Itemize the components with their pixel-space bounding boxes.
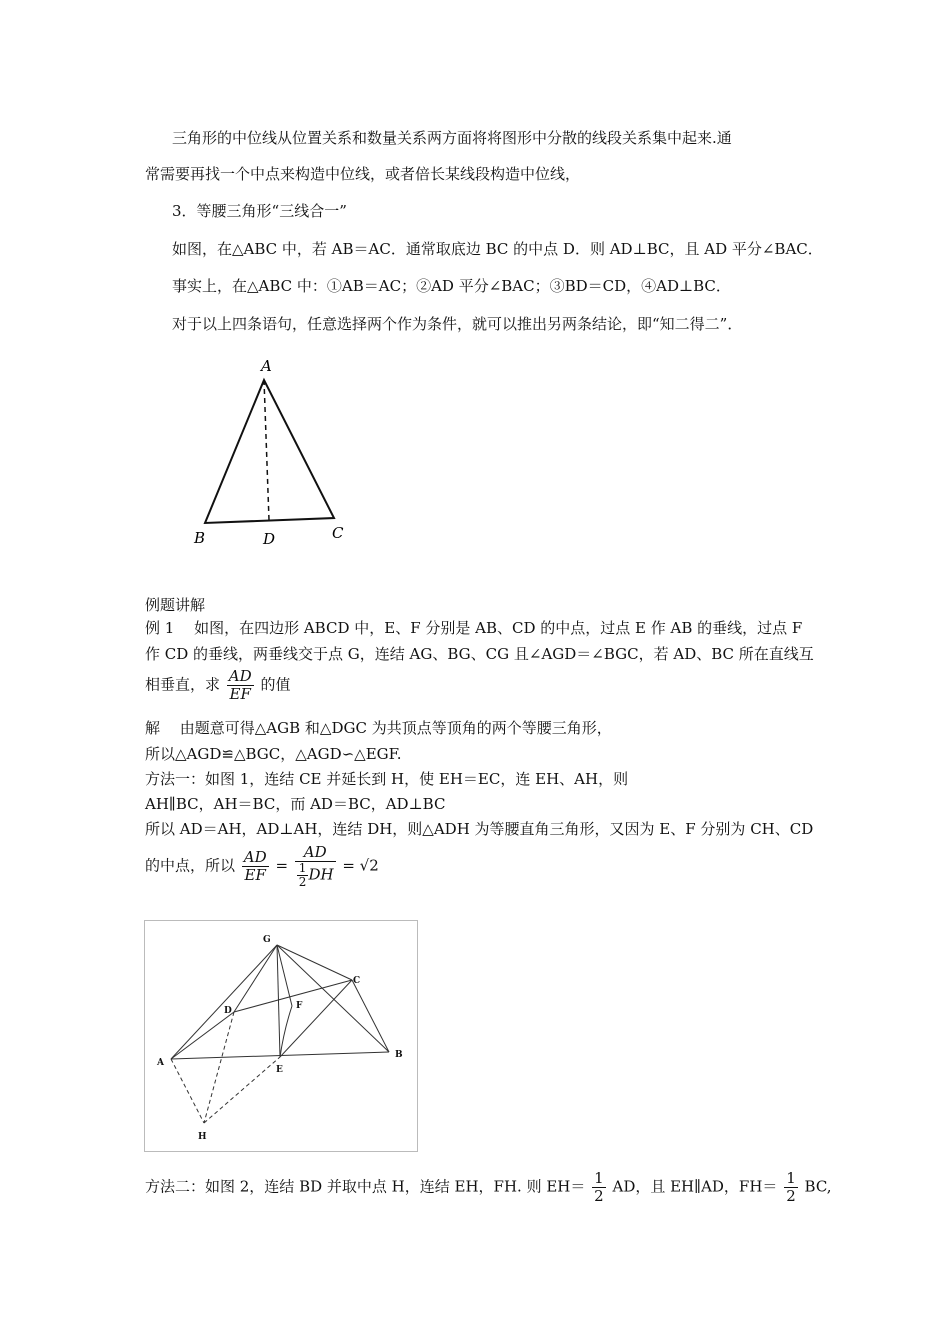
section-paragraph-1: 如图，在△ABC 中，若 AB＝AC．通常取底边 BC 的中点 D．则 AD⊥BC，且 AD 平分∠BAC． [172, 240, 823, 258]
method1-line-4 [145, 844, 379, 889]
fraction-one-half-2 [784, 1170, 798, 1205]
fraction-denominator: EF [229, 685, 251, 703]
fraction-denominator [295, 862, 336, 889]
label-d: D [263, 530, 276, 548]
method2-suffix: BC, [804, 1177, 832, 1196]
half-numerator: 1 [594, 1169, 604, 1187]
question-prefix: 相垂直，求 [145, 675, 221, 694]
fraction-numerator: AD [228, 667, 252, 685]
figure-frame [145, 921, 418, 1152]
method1-line-2: AH∥BC，AH＝BC，而 AD＝BC，AD⊥BC [145, 795, 446, 813]
method2-prefix: 方法二：如图 2，连结 BD 并取中点 H，连结 EH，FH. 则 EH＝ [145, 1177, 586, 1196]
example-question-line-1: 例 1 如图，在四边形 ABCD 中，E、F 分别是 AB、CD 的中点，过点 E 作 AB 的垂线，过点 F [145, 619, 803, 637]
label-d: D [224, 1006, 232, 1016]
label-a: A [261, 357, 272, 375]
quadrilateral-figure [144, 920, 418, 1152]
label-c: C [353, 976, 361, 986]
method2-line [145, 1170, 832, 1205]
section-heading: 3．等腰三角形“三线合一” [172, 202, 347, 220]
fraction-one-half [297, 862, 309, 889]
equals-sign: = [275, 856, 289, 875]
half-numerator: 1 [786, 1169, 796, 1187]
label-e: E [276, 1065, 283, 1075]
label-g: G [263, 935, 271, 945]
dh-variable: DH [308, 865, 334, 884]
method1-line-1: 方法一：如图 1，连结 CE 并延长到 H，使 EH＝EC，连 EH、AH，则 [145, 770, 629, 788]
label-c: C [332, 524, 344, 542]
fraction-numerator: AD [295, 844, 336, 862]
question-suffix: 的值 [260, 675, 291, 694]
half-denominator: 2 [594, 1187, 604, 1205]
label-b: B [395, 1050, 403, 1060]
solution-line-2: 所以△AGD≌△BGC，△AGD∽△EGF. [145, 745, 402, 763]
label-b: B [194, 529, 206, 547]
isosceles-triangle-figure [180, 350, 370, 555]
example-question-line-3 [145, 668, 290, 703]
label-a: A [157, 1058, 164, 1068]
method1-prefix: 的中点，所以 [145, 856, 236, 875]
fraction-ad-over-half-dh [295, 844, 336, 889]
median-ad [264, 380, 269, 520]
fraction-ad-over-ef-2 [242, 849, 269, 884]
example-heading: 例题讲解 [145, 596, 206, 614]
half-denominator: 2 [298, 875, 307, 889]
fraction-denominator: EF [244, 866, 266, 884]
method1-line-3: 所以 AD＝AH，AD⊥AH，连结 DH，则△ADH 为等腰直角三角形，又因为 E、F 分别为 CH、CD [145, 820, 814, 838]
triangle-abc [205, 380, 334, 523]
solution-line-1: 解 由题意可得△AGB 和△DGC 为共顶点等顶角的两个等腰三角形， [145, 719, 612, 737]
fraction-one-half-1 [592, 1170, 606, 1205]
section-paragraph-2: 事实上，在△ABC 中：①AB＝AC；②AD 平分∠BAC；③BD＝CD，④AD⊥BC． [172, 277, 731, 295]
label-h: H [198, 1132, 207, 1142]
intro-line-2: 常需要再找一个中点来构造中位线，或者倍长某线段构造中位线， [145, 165, 581, 183]
sqrt-two-result: = √2 [342, 856, 379, 875]
section-paragraph-3: 对于以上四条语句，任意选择两个作为条件，就可以推出另两条结论，即“知二得二”． [172, 315, 743, 333]
example-question-line-2: 作 CD 的垂线，两垂线交于点 G，连结 AG、BG、CG 且∠AGD＝∠BGC，若 AD、BC 所在直线互 [145, 645, 814, 663]
fraction-ad-over-ef [227, 668, 254, 703]
intro-line-1: 三角形的中位线从位置关系和数量关系两方面将将图形中分散的线段关系集中起来.通 [172, 129, 732, 147]
half-denominator: 2 [786, 1187, 796, 1205]
fraction-numerator: AD [243, 848, 267, 866]
half-numerator: 1 [298, 861, 307, 875]
label-f: F [296, 1001, 303, 1011]
method2-middle: AD，且 EH∥AD，FH＝ [612, 1177, 778, 1196]
